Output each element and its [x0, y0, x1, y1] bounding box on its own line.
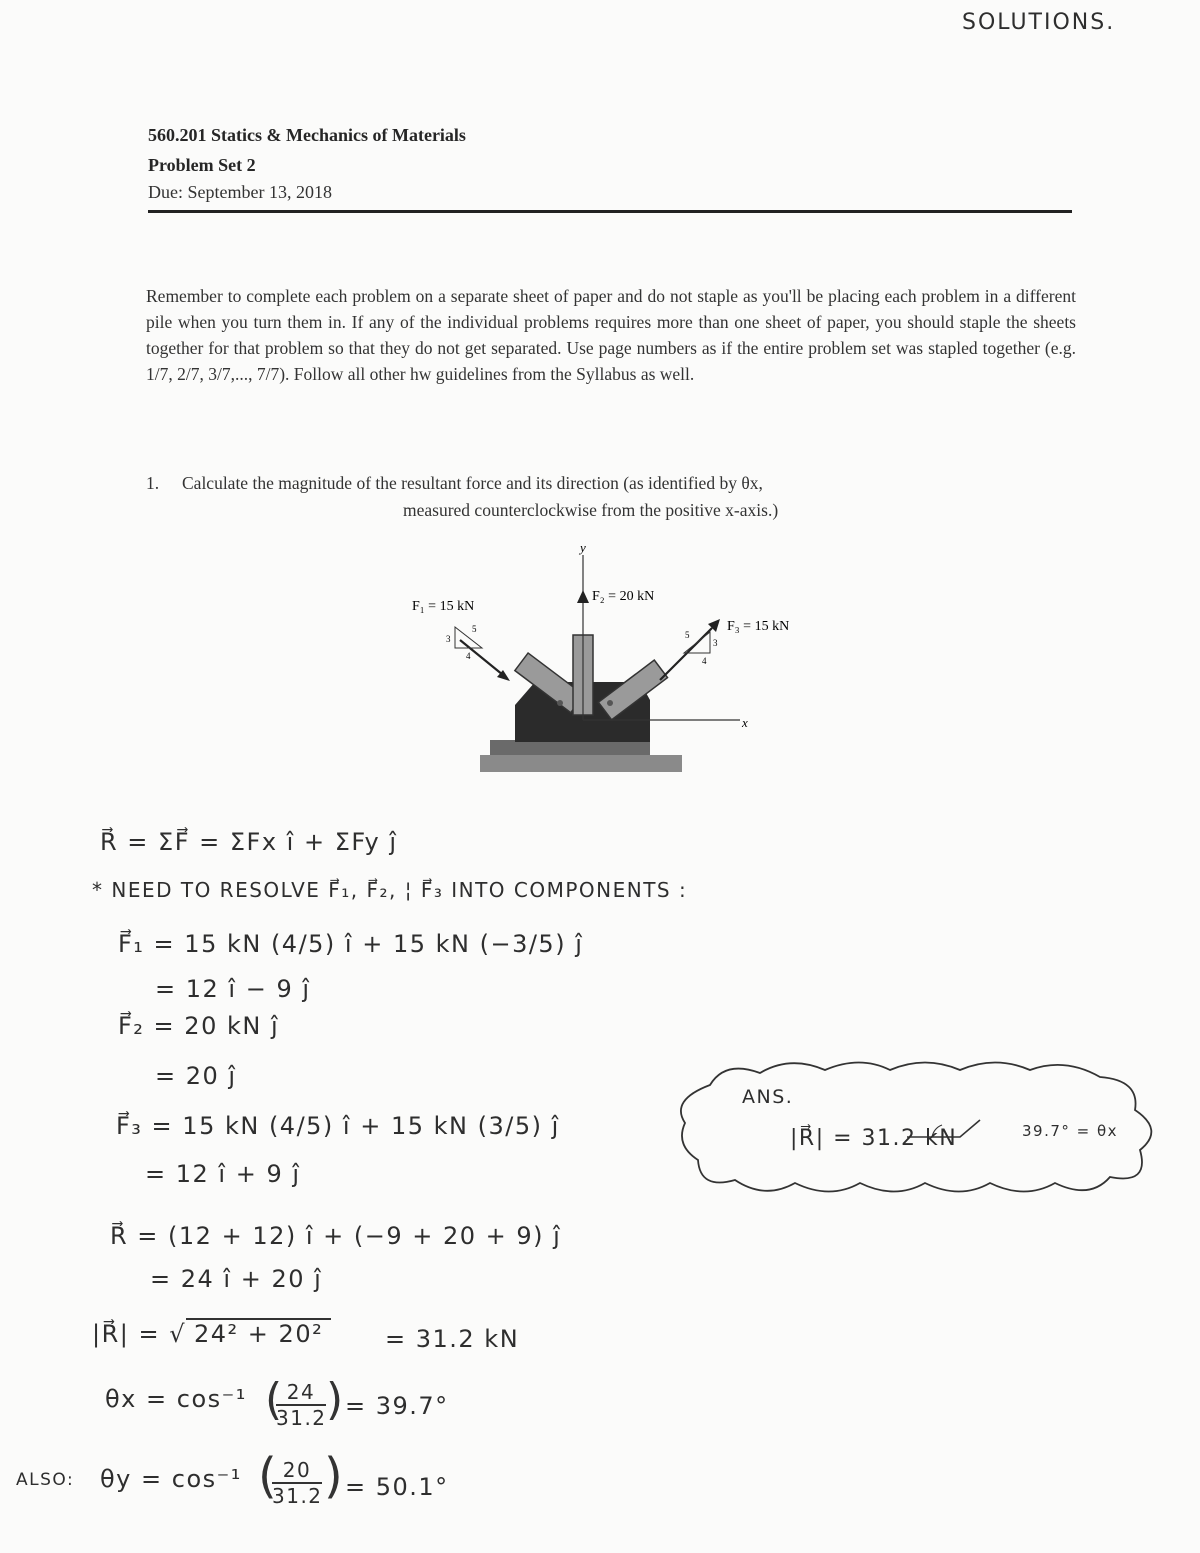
- eq-f3: F⃗₃ = 15 kN (4/5) î + 15 kN (3/5) ĵ: [116, 1112, 560, 1140]
- f3-tri-label-5: 5: [685, 630, 690, 640]
- theta-y-lhs: θy = cos⁻¹: [100, 1465, 242, 1493]
- eq-f2-result: = 20 ĵ: [155, 1062, 237, 1090]
- instructions-paragraph: Remember to complete each problem on a separate sheet of paper and do not staple as you'll be placing each problem in a different pile when you turn them in. If any of the individual problems requires more than one sheet of paper, you should staple the sheets together for that problem so that they do not get separated. Use page numbers as if the entire problem set was stapled together (e.g. 1/7, 2/7, 3/7,..., 7/7). Follow all other hw guidelines from the Syllabus as well.: [146, 286, 1076, 384]
- magnitude-lhs: |R⃗| = √: [92, 1320, 187, 1348]
- x-axis-label: x: [742, 715, 748, 730]
- force-diagram: [380, 535, 820, 785]
- theta-x-value: = 39.7°: [345, 1392, 449, 1420]
- theta-y-numerator: 20: [282, 1458, 312, 1482]
- eq-f1: F⃗₁ = 15 kN (4/5) î + 15 kN (−3/5) ĵ: [118, 930, 584, 958]
- base-plate: [490, 740, 650, 755]
- bolt: [557, 700, 563, 706]
- due-date: Due: September 13, 2018: [148, 182, 332, 202]
- y-axis-label: y: [580, 540, 586, 555]
- theta-x-denominator: 31.2: [276, 1406, 327, 1430]
- f2-arrowhead: [577, 590, 589, 603]
- f2-label: F₂ = 20 kN: [592, 589, 655, 604]
- bolt: [607, 700, 613, 706]
- paren-right: ): [326, 1374, 345, 1425]
- f1-tri-label-5: 5: [472, 624, 477, 634]
- eq-r-result: = 24 î + 20 ĵ: [150, 1265, 323, 1293]
- f3-label: F₃ = 15 kN: [727, 619, 790, 634]
- f1-label: F₁ = 15 kN: [412, 599, 475, 614]
- paren-left: (: [265, 1374, 284, 1425]
- eq-r-sum: R⃗ = (12 + 12) î + (−9 + 20 + 9) ĵ: [110, 1222, 562, 1250]
- theta-y-value: = 50.1°: [345, 1473, 449, 1501]
- problem-number: 1.: [146, 473, 160, 493]
- f1-tri-label-3: 3: [446, 634, 451, 644]
- theta-x-lhs: θx = cos⁻¹: [105, 1385, 247, 1413]
- f3-tri-label-3: 3: [713, 638, 718, 648]
- problem-set-title: Problem Set 2: [148, 155, 256, 175]
- paren-right: ): [324, 1448, 345, 1504]
- eq-f3-result: = 12 î + 9 ĵ: [145, 1160, 301, 1188]
- answer-magnitude: |R⃗| = 31.2 kN: [790, 1126, 958, 1151]
- theta-x-fraction: [276, 1380, 326, 1430]
- eq-magnitude: [92, 1320, 331, 1348]
- ground: [480, 755, 682, 772]
- paren-left: (: [258, 1448, 279, 1504]
- eq-resultant-definition: R⃗ = ΣF⃗ = ΣFx î + ΣFy ĵ: [100, 828, 398, 856]
- answer-angle: 39.7° = θx: [1022, 1122, 1119, 1140]
- theta-x-numerator: 24: [286, 1380, 316, 1404]
- eq-f1-result: = 12 î − 9 ĵ: [155, 975, 311, 1003]
- magnitude-value: = 31.2 kN: [385, 1325, 520, 1353]
- eq-f2: F⃗₂ = 20 kN ĵ: [118, 1012, 280, 1040]
- f1-slope-triangle: [455, 627, 482, 648]
- f3-tri-label-4: 4: [702, 656, 707, 666]
- theta-y-fraction: [272, 1458, 322, 1508]
- problem-1-line-2: measured counterclockwise from the positive x-axis.): [403, 500, 779, 520]
- also-label: ALSO:: [16, 1470, 75, 1490]
- problem-1-line-1: Calculate the magnitude of the resultant force and its direction (as identified by θx,: [182, 473, 763, 493]
- course-title: 560.201 Statics & Mechanics of Materials: [148, 125, 466, 145]
- f1-tri-label-4: 4: [466, 651, 471, 661]
- magnitude-radicand: 24² + 20²: [186, 1318, 331, 1348]
- problem-1-statement: [146, 473, 763, 494]
- theta-y-denominator: 31.2: [272, 1484, 323, 1508]
- solutions-stamp: SOLUTIONS.: [962, 10, 1116, 35]
- note-resolve-components: * NEED TO RESOLVE F⃗₁, F⃗₂, ¦ F⃗₃ INTO COMPONENTS :: [92, 878, 688, 902]
- header-divider: [148, 210, 1072, 213]
- answer-label: ANS.: [742, 1086, 794, 1108]
